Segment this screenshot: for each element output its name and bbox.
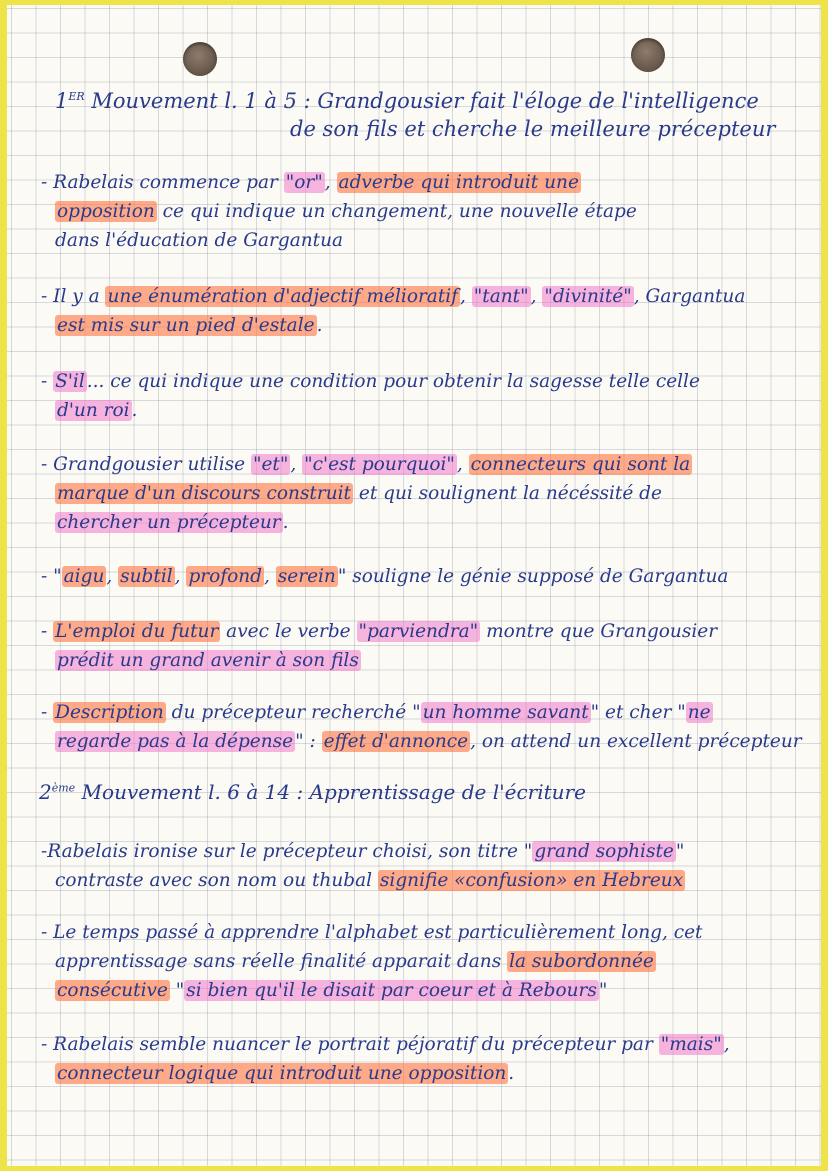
highlight-orange: connecteurs qui sont la — [470, 454, 691, 475]
text: . — [131, 400, 138, 421]
highlight-pink: si bien qu'il le disait par coeur et à Rebours — [186, 980, 597, 1001]
text: " — [675, 841, 685, 862]
highlight-orange: la subordonnée — [509, 951, 654, 972]
text: , — [460, 286, 472, 307]
text: , — [456, 454, 469, 475]
highlight-pink: ne — [687, 702, 711, 723]
heading2-ordinal-sup: ème — [51, 781, 76, 795]
highlight-pink: "or" — [285, 172, 323, 193]
text: , — [530, 286, 543, 307]
text: - Le temps passé à apprendre l'alphabet est particulièrement long, cet — [41, 922, 703, 943]
note-paragraph-8 — [41, 837, 821, 895]
highlight-orange: L'emploi du futur — [55, 621, 219, 642]
text: " — [598, 980, 608, 1001]
highlight-orange: effet d'annonce — [323, 731, 469, 752]
text: , on attend un excellent précepteur — [470, 731, 802, 752]
heading1-ordinal: 1 — [55, 89, 69, 113]
text: - Rabelais semble nuancer le portrait péjoratif du précepteur par — [41, 1034, 659, 1055]
text: ... ce qui indique une condition pour obtenir la sagesse telle celle — [86, 371, 700, 392]
heading2-text: Mouvement l. 6 à 14 : Apprentissage de l'écriture — [75, 780, 586, 804]
heading-movement-2 — [39, 780, 586, 804]
text: " — [169, 980, 185, 1001]
note-paragraph-10 — [41, 1030, 821, 1088]
highlight-pink: "et" — [252, 454, 289, 475]
highlight-orange: opposition — [57, 201, 155, 222]
heading1-line2: de son fils et cherche le meilleure précepteur — [290, 117, 776, 141]
text: , — [324, 172, 337, 193]
highlight-orange: marque d'un discours construit — [57, 483, 351, 504]
heading-movement-1 — [55, 83, 795, 143]
text: -Rabelais ironise sur le précepteur choisi, son titre " — [41, 841, 533, 862]
highlight-orange: connecteur logique qui introduit une opposition — [57, 1063, 507, 1084]
note-paragraph-2 — [41, 282, 821, 340]
highlight-orange: signifie «confusion» en Hebreux — [379, 870, 684, 891]
text: , — [290, 454, 303, 475]
highlight-pink: S'il — [55, 371, 85, 392]
text: , Gargantua — [633, 286, 746, 307]
text: montre que Grangousier — [480, 621, 718, 642]
text: - Rabelais commence par — [41, 172, 284, 193]
text: , — [264, 566, 276, 587]
highlight-pink: "c'est pourquoi" — [304, 454, 455, 475]
highlight-pink: un homme savant — [422, 702, 589, 723]
text: " souligne le génie supposé de Gargantua — [337, 566, 729, 587]
text: . — [508, 1063, 515, 1084]
text: , — [174, 566, 187, 587]
text: contraste avec son nom ou thubal — [55, 870, 378, 891]
highlight-pink: "tant" — [473, 286, 529, 307]
text: , — [106, 566, 119, 587]
text: et qui soulignent la nécéssité de — [352, 483, 662, 504]
text: " et cher " — [590, 702, 686, 723]
heading2-ordinal: 2 — [39, 780, 52, 804]
highlight-pink: "mais" — [660, 1034, 722, 1055]
highlight-pink: prédit un grand avenir à son fils — [57, 650, 359, 671]
text: ce qui indique un changement, une nouvelle étape — [156, 201, 637, 222]
text: - — [41, 702, 54, 723]
punch-hole-right — [631, 38, 665, 72]
highlight-orange: consécutive — [57, 980, 168, 1001]
highlight-pink: chercher un précepteur — [57, 512, 281, 533]
note-paragraph-1 — [41, 168, 821, 255]
note-paragraph-7 — [41, 698, 821, 756]
note-paragraph-4 — [41, 450, 821, 537]
note-paragraph-5 — [41, 562, 821, 591]
text: . — [282, 512, 289, 533]
text: - Il y a — [41, 286, 106, 307]
highlight-pink: "divinité" — [544, 286, 632, 307]
punch-hole-left — [183, 42, 217, 76]
text: . — [316, 315, 323, 336]
text: - — [41, 371, 54, 392]
highlight-orange: serein — [277, 566, 336, 587]
highlight-pink: d'un roi — [57, 400, 130, 421]
highlight-orange: aigu — [63, 566, 105, 587]
heading1-line1: Mouvement l. 1 à 5 : Grandgousier fait l'éloge de l'intelligence — [91, 89, 759, 113]
highlight-pink: regarde pas à la dépense — [57, 731, 294, 752]
text: avec le verbe — [220, 621, 357, 642]
text: " : — [295, 731, 322, 752]
highlight-pink: "parviendra" — [358, 621, 479, 642]
note-paragraph-6 — [41, 617, 821, 675]
text: - Grandgousier utilise — [41, 454, 251, 475]
highlight-orange: Description — [55, 702, 164, 723]
highlight-orange: est mis sur un pied d'estale — [57, 315, 315, 336]
text: du précepteur recherché " — [165, 702, 421, 723]
text: , — [723, 1034, 730, 1055]
highlight-orange: subtil — [120, 566, 173, 587]
text: dans l'éducation de Gargantua — [55, 230, 344, 251]
note-paragraph-3 — [41, 367, 821, 425]
highlight-orange: une énumération d'adjectif mélioratif — [107, 286, 459, 307]
note-paragraph-9 — [41, 918, 821, 1005]
text: - " — [41, 566, 62, 587]
heading1-ordinal-sup: ER — [68, 90, 85, 103]
highlight-pink: grand sophiste — [534, 841, 674, 862]
highlight-orange: profond — [188, 566, 263, 587]
text: - — [41, 621, 54, 642]
highlight-orange: adverbe qui introduit une — [338, 172, 579, 193]
text: apprentissage sans réelle finalité apparait dans — [55, 951, 508, 972]
